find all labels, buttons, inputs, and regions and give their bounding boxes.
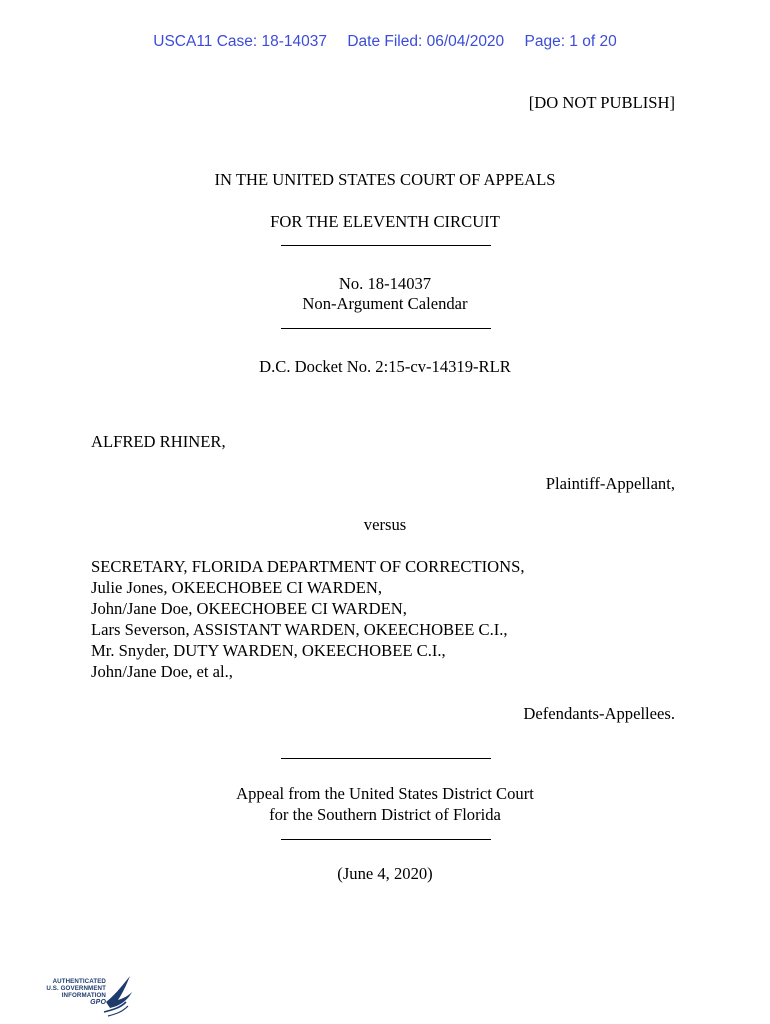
defendants-role: Defendants-Appellees. bbox=[523, 704, 675, 723]
court-name: IN THE UNITED STATES COURT OF APPEALS bbox=[214, 170, 556, 189]
divider bbox=[281, 839, 491, 840]
docket-number: D.C. Docket No. 2:15-cv-14319-RLR bbox=[259, 357, 511, 376]
appeal-from-line1: Appeal from the United States District Court bbox=[236, 784, 534, 803]
appeal-number: No. 18-14037 bbox=[338, 274, 432, 293]
plaintiff-name: ALFRED RHINER, bbox=[91, 432, 226, 451]
eagle-icon bbox=[100, 972, 134, 1018]
date-filed-header: Date Filed: 06/04/2020 bbox=[347, 33, 505, 50]
publish-notice: [DO NOT PUBLISH] bbox=[528, 93, 675, 112]
versus-text: versus bbox=[363, 515, 407, 534]
page-number-header: Page: 1 of 20 bbox=[524, 33, 617, 50]
defendant-line: Julie Jones, OKEECHOBEE CI WARDEN, bbox=[91, 578, 382, 597]
divider bbox=[281, 328, 491, 329]
gpo-authenticated-logo bbox=[44, 972, 134, 1018]
defendant-line: John/Jane Doe, OKEECHOBEE CI WARDEN, bbox=[91, 599, 407, 618]
defendant-line: John/Jane Doe, et al., bbox=[91, 662, 233, 681]
plaintiff-role: Plaintiff-Appellant, bbox=[545, 474, 675, 493]
circuit-name: FOR THE ELEVENTH CIRCUIT bbox=[270, 212, 500, 231]
divider bbox=[281, 245, 491, 246]
defendant-line: Mr. Snyder, DUTY WARDEN, OKEECHOBEE C.I., bbox=[91, 641, 446, 660]
filing-header bbox=[0, 33, 770, 51]
decision-date: (June 4, 2020) bbox=[337, 864, 433, 883]
defendant-line: SECRETARY, FLORIDA DEPARTMENT OF CORRECTIONS, bbox=[91, 557, 525, 576]
calendar-type: Non-Argument Calendar bbox=[302, 294, 468, 313]
gpo-logo-text: AUTHENTICATED U.S. GOVERNMENT INFORMATION GPO bbox=[46, 978, 106, 1006]
divider bbox=[281, 758, 491, 759]
defendant-line: Lars Severson, ASSISTANT WARDEN, OKEECHOBEE C.I., bbox=[91, 620, 508, 639]
case-number-header: USCA11 Case: 18-14037 bbox=[153, 33, 328, 50]
appeal-from-line2: for the Southern District of Florida bbox=[269, 805, 501, 824]
